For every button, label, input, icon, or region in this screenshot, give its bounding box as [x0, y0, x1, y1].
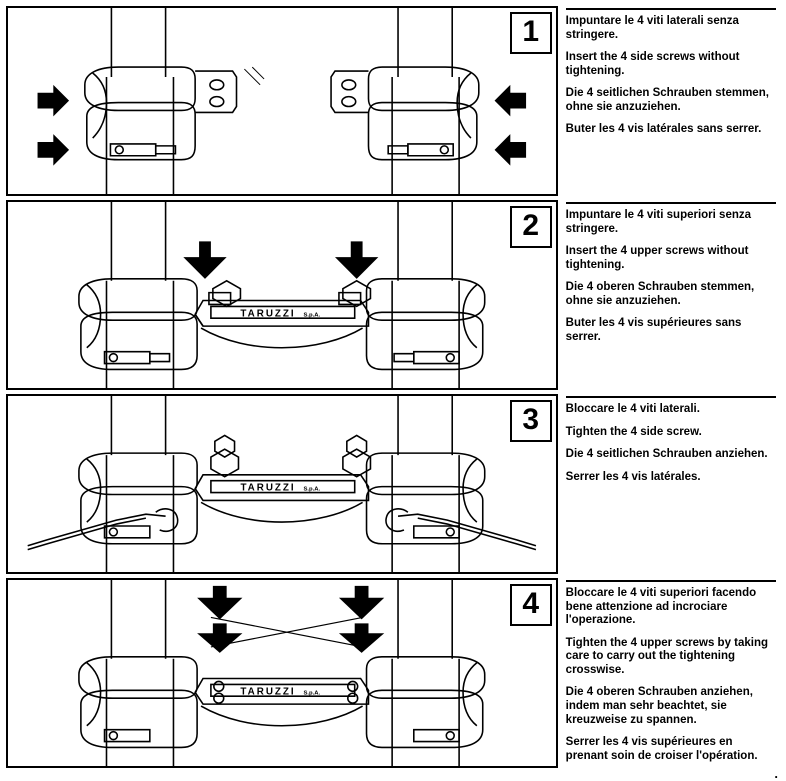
- step-1-instruction-en: Insert the 4 side screws without tightening.: [565, 51, 740, 77]
- step-3-instruction-en: Tighten the 4 side screw.: [565, 425, 702, 438]
- step-2-instruction-de: Die 4 oberen Schrauben stemmen, ohne sie anzuziehen.: [565, 281, 755, 307]
- brand-label: TARUZZI: [240, 686, 296, 698]
- step-2-text: [558, 200, 780, 390]
- step-number-4: 4: [510, 584, 552, 626]
- brand-sub: S.p.A.: [303, 690, 321, 697]
- figure-fork-brace-with-wrench: [8, 396, 556, 573]
- arrow-group: [197, 586, 384, 653]
- step-4-text: [558, 578, 780, 781]
- step-1-instruction-de: Die 4 seitlichen Schrauben stemmen, ohne sie anzuziehen.: [565, 87, 769, 113]
- arrow-group: [183, 232, 378, 279]
- brand-label: TARUZZI: [240, 308, 296, 320]
- step-1-text: [558, 6, 780, 196]
- step-3-text: [558, 394, 780, 574]
- step-1-instruction-it: Impuntare le 4 viti laterali senza stringere.: [565, 15, 739, 41]
- step-1-figure-panel: [6, 6, 558, 196]
- step-row-1: [6, 6, 780, 196]
- step-3-figure-panel: [6, 394, 558, 574]
- brand-sub: S.p.A.: [303, 312, 321, 319]
- step-1-instruction-fr: Buter les 4 vis latérales sans serrer.: [565, 123, 762, 136]
- step-3-instruction-it: Bloccare le 4 viti laterali.: [565, 403, 700, 415]
- step-4-instruction-fr: Serrer les 4 vis supérieures en prenant soin de croiser l'opération.: [565, 736, 758, 762]
- step-2-instruction-en: Insert the 4 upper screws without tightening.: [565, 245, 749, 271]
- step-row-3: [6, 394, 780, 574]
- step-3-instruction-fr: Serrer les 4 vis latérales.: [565, 470, 701, 483]
- divider: [566, 396, 776, 398]
- divider: [566, 202, 776, 204]
- step-4-instruction-en: Tighten the 4 upper screws by taking care to carry out the tightening crosswise.: [565, 636, 769, 676]
- step-number-2: 2: [510, 206, 552, 248]
- brand-sub: S.p.A.: [303, 486, 321, 493]
- step-number-1: 1: [510, 12, 552, 54]
- step-row-2: [6, 200, 780, 390]
- step-row-4: [6, 578, 780, 781]
- step-2-instruction-fr: Buter les 4 vis supérieures sans serrer.: [565, 317, 742, 343]
- step-3-instruction-de: Die 4 seitlichen Schrauben anziehen.: [565, 448, 768, 461]
- divider: [566, 8, 776, 10]
- figure-fork-brace-crosswise-tightening: [8, 580, 556, 767]
- figure-two-fork-clamps-side-screws: [8, 8, 556, 195]
- footer-mark: .: [774, 766, 778, 781]
- step-4-figure-panel: [6, 578, 558, 768]
- brand-label: TARUZZI: [240, 482, 296, 494]
- step-2-instruction-it: Impuntare le 4 viti superiori senza stringere.: [565, 209, 752, 235]
- step-number-3: 3: [510, 400, 552, 442]
- step-4-instruction-it: Bloccare le 4 viti superiori facendo bene attenzione ad incrociare l'operazione.: [565, 587, 757, 627]
- figure-fork-brace-upper-screws: [8, 202, 556, 389]
- step-4-instruction-de: Die 4 oberen Schrauben anziehen, indem man sehr beachtet, sie kreuzweise zu spannen.: [565, 686, 753, 726]
- step-2-figure-panel: [6, 200, 558, 390]
- divider: [566, 580, 776, 582]
